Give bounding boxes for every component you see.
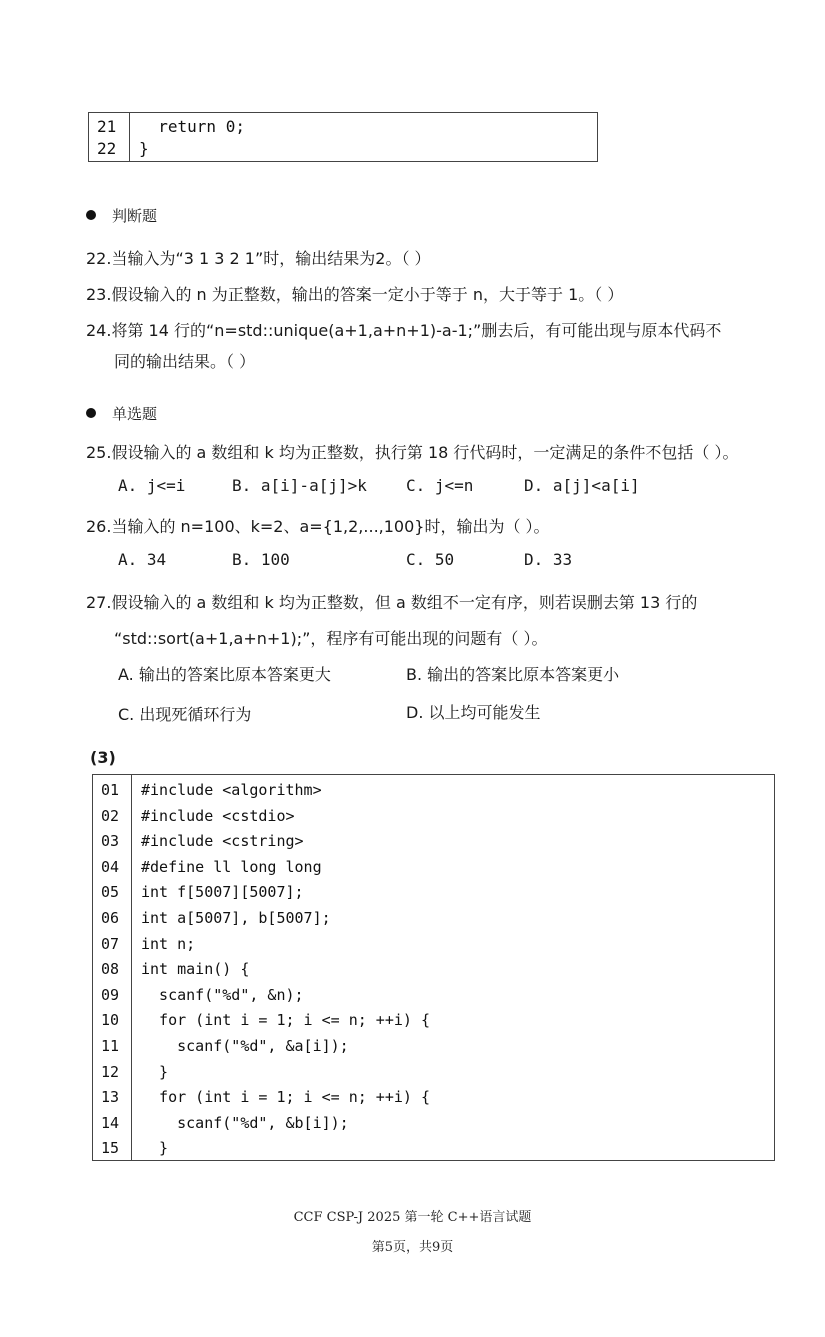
code-line: int a[5007], b[5007]; — [141, 909, 331, 927]
q26-option-c: C. 50 — [406, 550, 455, 569]
q27-option-b: B. 输出的答案比原本答案更小 — [406, 665, 620, 684]
code-line-number: 08 — [101, 960, 120, 979]
code-line-number: 01 — [101, 781, 120, 799]
section-bullet — [86, 408, 96, 418]
question-22: 22.当输入为“3 1 3 2 1”时，输出结果为2。（ ） — [86, 249, 431, 268]
code-line-number: 12 — [101, 1062, 120, 1081]
section-title-single: 单选题 — [112, 405, 158, 423]
q26-option-d: D. 33 — [524, 550, 573, 569]
top-code-block — [88, 112, 598, 162]
code-line: return 0; — [139, 117, 245, 136]
code-line-number: 07 — [101, 934, 120, 953]
footer-title: CCF CSP-J 2025 第一轮 C++语言试题 — [293, 1210, 532, 1225]
q26-option-b: B. 100 — [232, 550, 290, 569]
question-27-line2: “std::sort(a+1,a+n+1);”，程序有可能出现的问题有（ ）。 — [114, 629, 548, 648]
code-line-number: 22 — [97, 139, 117, 158]
footer-page-number: 第5页，共9页 — [371, 1240, 454, 1255]
code-line-number: 14 — [101, 1113, 120, 1132]
code-line-number: 15 — [101, 1139, 120, 1158]
q25-option-d: D. a[j]<a[i] — [524, 476, 640, 495]
code-line-number: 03 — [101, 832, 120, 851]
question-23: 23.假设输入的 n 为正整数，输出的答案一定小于等于 n，大于等于 1。（ ） — [86, 285, 624, 304]
code-line: #define ll long long — [141, 857, 322, 876]
code-line: #include <algorithm> — [141, 781, 322, 799]
question-25: 25.假设输入的 a 数组和 k 均为正整数，执行第 18 行代码时，一定满足的条件不包括（ ）。 — [86, 443, 739, 462]
code-line-number: 11 — [101, 1037, 120, 1055]
code-line: } — [141, 1062, 169, 1081]
question-24-line1: 24.将第 14 行的“n=std::unique(a+1,a+n+1)-a-1;”删去后，有可能出现与原本代码不 — [86, 321, 722, 340]
part-label: (3) — [90, 748, 116, 767]
code-line: for (int i = 1; i <= n; ++i) { — [141, 1088, 430, 1107]
q27-option-c: C. 出现死循环行为 — [118, 705, 252, 724]
code-line: } — [141, 1139, 169, 1158]
section-bullet — [86, 210, 96, 220]
code-line: scanf("%d", &b[i]); — [141, 1113, 349, 1132]
code-line: scanf("%d", &a[i]); — [141, 1037, 349, 1055]
code-line-number: 09 — [101, 985, 120, 1004]
code-line-number: 04 — [101, 857, 120, 876]
q25-option-b: B. a[i]-a[j]>k — [232, 476, 367, 495]
code-line: #include <cstdio> — [141, 806, 295, 825]
code-line-number: 06 — [101, 909, 120, 927]
code-line: int n; — [141, 934, 196, 953]
code-line-number: 13 — [101, 1088, 120, 1107]
q27-option-d: D. 以上均可能发生 — [406, 703, 541, 722]
q25-option-c: C. j<=n — [406, 476, 474, 495]
code-line-number: 10 — [101, 1011, 120, 1030]
section-title-judge: 判断题 — [112, 207, 158, 225]
q27-option-a: A. 输出的答案比原本答案更大 — [118, 665, 331, 684]
question-27-line1: 27.假设输入的 a 数组和 k 均为正整数，但 a 数组不一定有序，则若误删去第 13 行的 — [86, 593, 698, 612]
question-26: 26.当输入的 n=100、k=2、a={1,2,...,100}时，输出为（ ）。 — [86, 517, 550, 536]
q26-option-a: A. 34 — [118, 550, 167, 569]
code-line: scanf("%d", &n); — [141, 985, 304, 1004]
main-code-block — [92, 774, 775, 1161]
code-line: } — [139, 139, 149, 158]
code-line-number: 21 — [97, 117, 117, 136]
question-24-line2: 同的输出结果。（ ） — [114, 352, 256, 371]
code-line: #include <cstring> — [141, 832, 304, 851]
code-line: int main() { — [141, 960, 250, 979]
code-line-number: 05 — [101, 883, 120, 902]
code-line: for (int i = 1; i <= n; ++i) { — [141, 1011, 430, 1030]
q25-option-a: A. j<=i — [118, 476, 186, 495]
code-line: int f[5007][5007]; — [141, 883, 304, 902]
code-line-number: 02 — [101, 806, 120, 825]
